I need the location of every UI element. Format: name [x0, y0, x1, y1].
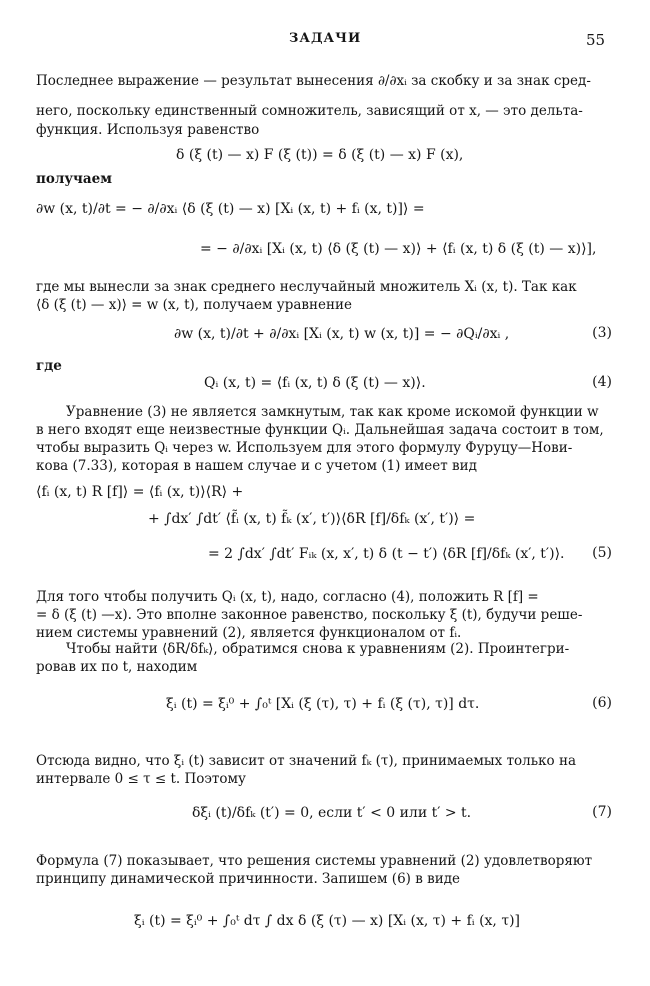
equation-number: (4) [592, 374, 612, 390]
text-line: Отсюда видно, что ξᵢ (t) зависит от значений fₖ (τ), принимаемых только на [36, 753, 576, 769]
equation-5c: = 2 ∫dx′ ∫dt′ Fᵢₖ (x, x′, t) δ (t − t′) ⟨δR [f]/δfₖ (x′, t′)⟩. [208, 546, 565, 562]
equation-5a: ⟨fᵢ (x, t) R [f]⟩ = ⟨fᵢ (x, t)⟩⟨R⟩ + [36, 484, 244, 500]
equation-number: (6) [592, 695, 612, 711]
page-number: 55 [586, 31, 606, 49]
text-line: получаем [36, 171, 112, 187]
equation-5b: + ∫dx′ ∫dt′ ⟨f̃ᵢ (x, t) f̃ₖ (x′, t′)⟩⟨δR [f]/δfₖ (x′, t′)⟩ = [148, 511, 476, 527]
running-header [0, 31, 650, 51]
running-title: ЗАДАЧИ [289, 31, 362, 46]
equation-b2: = − ∂/∂xᵢ [Xᵢ (x, t) ⟨δ (ξ (t) — x)⟩ + ⟨fᵢ (x, t) δ (ξ (t) — x)⟩], [200, 241, 597, 257]
text-line: Формула (7) показывает, что решения системы уравнений (2) удовлетворяют [36, 853, 593, 869]
text-line: Уравнение (3) не является замкнутым, так как кроме искомой функции w [66, 404, 599, 420]
text-line: ⟨δ (ξ (t) — x)⟩ = w (x, t), получаем уравнение [36, 297, 352, 313]
text-line: где [36, 358, 62, 374]
text-line: где мы вынесли за знак среднего неслучайный множитель Xᵢ (x, t). Так как [36, 279, 577, 295]
text-line: Чтобы найти ⟨δR/δfₖ⟩, обратимся снова к уравнениям (2). Проинтегри- [66, 641, 570, 657]
equation-number: (3) [592, 325, 612, 341]
equation-b1: ∂w (x, t)/∂t = − ∂/∂xᵢ ⟨δ (ξ (t) — x) [Xᵢ (x, t) + fᵢ (x, t)]⟩ = [36, 201, 425, 217]
equation-number: (5) [592, 545, 612, 561]
text-line: в него входят еще неизвестные функции Qᵢ. Дальнейшая задача состоит в том, [36, 422, 604, 438]
text-line: чтобы выразить Qᵢ через w. Используем для этого формулу Фуруцу—Нови- [36, 440, 573, 456]
text-line: Последнее выражение — результат вынесения ∂/∂xᵢ за скобку и за знак сред- [36, 73, 591, 89]
text-line: ровав их по t, находим [36, 659, 198, 675]
text-line: = δ (ξ (t) —x). Это вполне законное равенство, поскольку ξ (t), будучи реше- [36, 607, 583, 623]
text-line: него, поскольку единственный сомножитель, зависящий от x, — это дельта- [36, 103, 583, 119]
text-line: интервале 0 ≤ τ ≤ t. Поэтому [36, 771, 246, 787]
text-line: нием системы уравнений (2), является функционалом от fᵢ. [36, 625, 462, 641]
text-line: Для того чтобы получить Qᵢ (x, t), надо, согласно (4), положить R [f] = [36, 589, 539, 605]
equation-last: ξᵢ (t) = ξᵢ⁰ + ∫₀ᵗ dτ ∫ dx δ (ξ (τ) — x) [Xᵢ (x, τ) + fᵢ (x, τ)] [134, 913, 520, 929]
text-line: принципу динамической причинности. Запишем (6) в виде [36, 871, 461, 887]
equation-number: (7) [592, 804, 612, 820]
text-line: кова (7.33), которая в нашем случае и с учетом (1) имеет вид [36, 458, 477, 474]
text-line: функция. Используя равенство [36, 122, 260, 138]
equation-4: Qᵢ (x, t) = ⟨fᵢ (x, t) δ (ξ (t) — x)⟩. [204, 375, 426, 391]
equation-7: δξᵢ (t)/δfₖ (t′) = 0, если t′ < 0 или t′ > t. [192, 805, 472, 821]
equation-6: ξᵢ (t) = ξᵢ⁰ + ∫₀ᵗ [Xᵢ (ξ (τ), τ) + fᵢ (ξ (τ), τ)] dτ. [166, 696, 480, 712]
equation-3: ∂w (x, t)/∂t + ∂/∂xᵢ [Xᵢ (x, t) w (x, t)] = − ∂Qᵢ/∂xᵢ , [174, 326, 510, 342]
equation-a: δ (ξ (t) — x) F (ξ (t)) = δ (ξ (t) — x) F (x), [176, 147, 464, 163]
